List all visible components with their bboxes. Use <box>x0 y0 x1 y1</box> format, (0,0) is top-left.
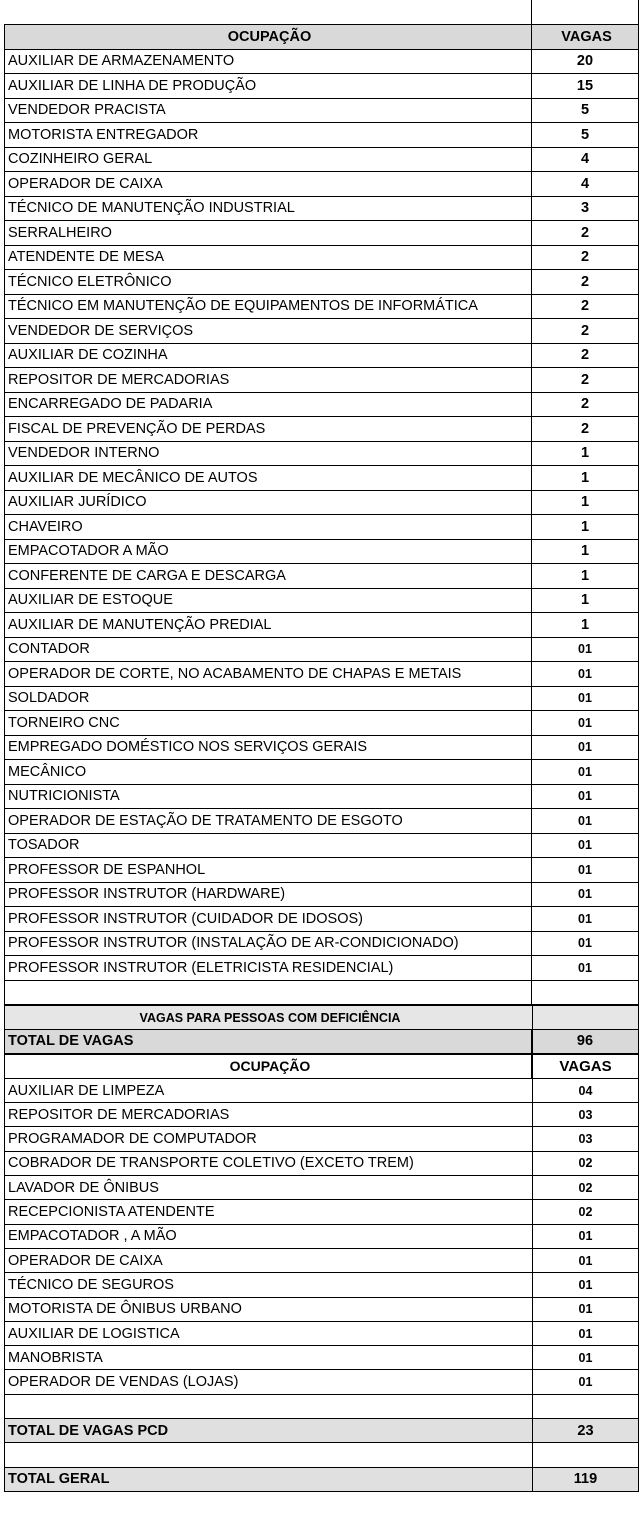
total-label: TOTAL DE VAGAS <box>5 1029 532 1054</box>
pcd-occupation-cell: PROGRAMADOR DE COMPUTADOR <box>5 1127 533 1151</box>
table-row <box>5 392 639 417</box>
pcd-vacancies-cell: 01 <box>533 1321 639 1345</box>
vacancies-cell: 1 <box>532 613 639 638</box>
pcd-occupation-cell: COBRADOR DE TRANSPORTE COLETIVO (EXCETO TREM) <box>5 1151 533 1175</box>
pcd-vacancies-cell: 01 <box>533 1346 639 1370</box>
occupation-cell: TÉCNICO EM MANUTENÇÃO DE EQUIPAMENTOS DE INFORMÁTICA <box>5 294 532 319</box>
pcd-total-value: 23 <box>533 1419 639 1443</box>
table-row <box>5 1200 639 1224</box>
table-row <box>5 221 639 246</box>
table-row <box>5 319 639 344</box>
vacancies-cell: 2 <box>532 417 639 442</box>
vacancies-cell: 2 <box>532 270 639 295</box>
pcd-total-row <box>5 1419 639 1443</box>
vacancies-cell: 01 <box>532 931 639 956</box>
table-row <box>5 711 639 736</box>
occupation-cell: AUXILIAR DE ESTOQUE <box>5 588 532 613</box>
pcd-occupation-cell: REPOSITOR DE MERCADORIAS <box>5 1103 533 1127</box>
table-row <box>5 123 639 148</box>
pcd-occupation-cell: OPERADOR DE VENDAS (LOJAS) <box>5 1370 533 1394</box>
table-row <box>5 809 639 834</box>
occupation-cell: PROFESSOR INSTRUTOR (INSTALAÇÃO DE AR-CONDICIONADO) <box>5 931 532 956</box>
grand-total-row <box>5 1467 639 1491</box>
vacancies-cell: 01 <box>532 711 639 736</box>
occupation-cell: PROFESSOR DE ESPANHOL <box>5 858 532 883</box>
pcd-total-label: TOTAL DE VAGAS PCD <box>5 1419 533 1443</box>
vacancies-cell: 01 <box>532 809 639 834</box>
occupation-cell: TOSADOR <box>5 833 532 858</box>
table-row <box>5 735 639 760</box>
occupation-cell: AUXILIAR DE COZINHA <box>5 343 532 368</box>
pcd-vacancies-cell: 03 <box>533 1127 639 1151</box>
table-row <box>5 74 639 99</box>
pcd-vacancies-table <box>4 1005 639 1492</box>
occupation-cell: PROFESSOR INSTRUTOR (CUIDADOR DE IDOSOS) <box>5 907 532 932</box>
pcd-vacancies-cell: 02 <box>533 1151 639 1175</box>
occupation-cell: MOTORISTA ENTREGADOR <box>5 123 532 148</box>
vacancies-cell: 2 <box>532 319 639 344</box>
occupation-cell: FISCAL DE PREVENÇÃO DE PERDAS <box>5 417 532 442</box>
table-row <box>5 49 639 74</box>
pcd-vacancies-cell: 01 <box>533 1224 639 1248</box>
table-row <box>5 760 639 785</box>
occupation-cell: AUXILIAR DE MANUTENÇÃO PREDIAL <box>5 613 532 638</box>
table-row <box>5 539 639 564</box>
pcd-vacancies-cell: 02 <box>533 1176 639 1200</box>
occupation-cell: TÉCNICO DE MANUTENÇÃO INDUSTRIAL <box>5 196 532 221</box>
vacancies-cell: 2 <box>532 368 639 393</box>
table-row <box>5 294 639 319</box>
table-row <box>5 417 639 442</box>
vacancies-cell: 1 <box>532 588 639 613</box>
blank-row <box>5 1443 639 1467</box>
occupation-cell: VENDEDOR INTERNO <box>5 441 532 466</box>
pcd-occupation-column-header: OCUPAÇÃO <box>5 1054 533 1078</box>
vacancies-cell: 20 <box>532 49 639 74</box>
occupation-cell: VENDEDOR PRACISTA <box>5 98 532 123</box>
pcd-occupation-cell: AUXILIAR DE LIMPEZA <box>5 1078 533 1102</box>
table-row <box>5 1127 639 1151</box>
occupation-cell: TORNEIRO CNC <box>5 711 532 736</box>
table-row <box>5 1224 639 1248</box>
vacancies-cell: 1 <box>532 490 639 515</box>
blank-row <box>5 980 639 1005</box>
occupation-cell: AUXILIAR JURÍDICO <box>5 490 532 515</box>
vacancies-cell: 01 <box>532 760 639 785</box>
vacancies-cell: 01 <box>532 735 639 760</box>
table-row <box>5 172 639 197</box>
occupation-cell: COZINHEIRO GERAL <box>5 147 532 172</box>
pcd-header-row <box>5 1054 639 1078</box>
vacancies-cell: 5 <box>532 98 639 123</box>
vacancies-cell: 4 <box>532 172 639 197</box>
table-row <box>5 833 639 858</box>
table-row <box>5 466 639 491</box>
vacancies-cell: 01 <box>532 833 639 858</box>
vacancies-cell: 2 <box>532 343 639 368</box>
occupation-cell: REPOSITOR DE MERCADORIAS <box>5 368 532 393</box>
vacancies-cell: 01 <box>532 956 639 981</box>
table-row <box>5 1346 639 1370</box>
table-row <box>5 613 639 638</box>
table-row <box>5 490 639 515</box>
vacancies-cell: 5 <box>532 123 639 148</box>
table-row <box>5 956 639 981</box>
table-row <box>5 686 639 711</box>
blank-row <box>5 1030 639 1054</box>
vacancies-cell: 01 <box>532 662 639 687</box>
vacancies-cell: 4 <box>532 147 639 172</box>
grand-total-value: 119 <box>533 1467 639 1491</box>
vacancies-cell: 01 <box>532 686 639 711</box>
vacancies-cell: 01 <box>532 858 639 883</box>
occupation-cell: OPERADOR DE ESTAÇÃO DE TRATAMENTO DE ESGOTO <box>5 809 532 834</box>
table-top-stub <box>5 0 639 25</box>
table-row <box>5 907 639 932</box>
pcd-occupation-cell: TÉCNICO DE SEGUROS <box>5 1273 533 1297</box>
pcd-vacancies-cell: 01 <box>533 1297 639 1321</box>
pcd-occupation-cell: EMPACOTADOR , A MÃO <box>5 1224 533 1248</box>
table-row <box>5 1078 639 1102</box>
occupation-cell: OPERADOR DE CORTE, NO ACABAMENTO DE CHAPAS E METAIS <box>5 662 532 687</box>
occupation-cell: ATENDENTE DE MESA <box>5 245 532 270</box>
occupation-cell: EMPACOTADOR A MÃO <box>5 539 532 564</box>
pcd-vacancies-cell: 01 <box>533 1248 639 1272</box>
vacancies-cell: 1 <box>532 515 639 540</box>
pcd-occupation-cell: RECEPCIONISTA ATENDENTE <box>5 1200 533 1224</box>
table-row <box>5 1297 639 1321</box>
table-row <box>5 98 639 123</box>
occupation-cell: AUXILIAR DE LINHA DE PRODUÇÃO <box>5 74 532 99</box>
pcd-vacancies-cell: 01 <box>533 1370 639 1394</box>
table-row <box>5 1151 639 1175</box>
table-row <box>5 1273 639 1297</box>
vacancies-cell: 1 <box>532 539 639 564</box>
vacancies-cell: 01 <box>532 637 639 662</box>
vacancies-column-header: VAGAS <box>532 25 639 50</box>
blank-row <box>5 1394 639 1418</box>
occupation-cell: AUXILIAR DE MECÂNICO DE AUTOS <box>5 466 532 491</box>
table-row <box>5 784 639 809</box>
pcd-occupation-cell: OPERADOR DE CAIXA <box>5 1248 533 1272</box>
occupation-cell: MECÂNICO <box>5 760 532 785</box>
pcd-vacancies-column-header: VAGAS <box>533 1054 639 1078</box>
pcd-occupation-cell: MOTORISTA DE ÔNIBUS URBANO <box>5 1297 533 1321</box>
vacancies-cell: 01 <box>532 882 639 907</box>
occupation-cell: CHAVEIRO <box>5 515 532 540</box>
vacancies-cell: 2 <box>532 221 639 246</box>
occupation-cell: CONFERENTE DE CARGA E DESCARGA <box>5 564 532 589</box>
vacancies-cell: 01 <box>532 784 639 809</box>
table-row <box>5 858 639 883</box>
vacancies-cell: 2 <box>532 392 639 417</box>
pcd-vacancies-cell: 01 <box>533 1273 639 1297</box>
table-row <box>5 1176 639 1200</box>
pcd-vacancies-cell: 04 <box>533 1078 639 1102</box>
vacancies-cell: 01 <box>532 907 639 932</box>
table-row <box>5 196 639 221</box>
table-header-row <box>5 25 639 50</box>
pcd-vacancies-cell: 03 <box>533 1103 639 1127</box>
table-row <box>5 588 639 613</box>
occupation-cell: VENDEDOR DE SERVIÇOS <box>5 319 532 344</box>
table-row <box>5 441 639 466</box>
vacancies-cell: 15 <box>532 74 639 99</box>
occupation-cell: TÉCNICO ELETRÔNICO <box>5 270 532 295</box>
table-row <box>5 270 639 295</box>
occupation-cell: SOLDADOR <box>5 686 532 711</box>
table-row <box>5 662 639 687</box>
pcd-vacancies-cell: 02 <box>533 1200 639 1224</box>
table-row <box>5 245 639 270</box>
occupation-cell: AUXILIAR DE ARMAZENAMENTO <box>5 49 532 74</box>
grand-total-label: TOTAL GERAL <box>5 1467 533 1491</box>
occupation-cell: ENCARREGADO DE PADARIA <box>5 392 532 417</box>
table-row <box>5 637 639 662</box>
table-row <box>5 1370 639 1394</box>
occupation-cell: OPERADOR DE CAIXA <box>5 172 532 197</box>
table-row <box>5 1321 639 1345</box>
table-row <box>5 564 639 589</box>
pcd-occupation-cell: LAVADOR DE ÔNIBUS <box>5 1176 533 1200</box>
table-row <box>5 515 639 540</box>
occupation-cell: NUTRICIONISTA <box>5 784 532 809</box>
table-row <box>5 343 639 368</box>
occupation-column-header: OCUPAÇÃO <box>5 25 532 50</box>
table-row <box>5 368 639 393</box>
occupation-cell: PROFESSOR INSTRUTOR (ELETRICISTA RESIDENCIAL) <box>5 956 532 981</box>
occupation-cell: SERRALHEIRO <box>5 221 532 246</box>
occupation-cell: PROFESSOR INSTRUTOR (HARDWARE) <box>5 882 532 907</box>
table-row <box>5 1103 639 1127</box>
pcd-occupation-cell: AUXILIAR DE LOGISTICA <box>5 1321 533 1345</box>
vacancies-cell: 3 <box>532 196 639 221</box>
occupation-cell: CONTADOR <box>5 637 532 662</box>
vacancies-cell: 2 <box>532 245 639 270</box>
vacancies-table <box>4 0 639 1078</box>
pcd-occupation-cell: MANOBRISTA <box>5 1346 533 1370</box>
table-row <box>5 931 639 956</box>
vacancies-cell: 1 <box>532 466 639 491</box>
pcd-title: VAGAS PARA PESSOAS COM DEFICIÊNCIA <box>5 1006 533 1030</box>
pcd-title-row <box>5 1006 639 1030</box>
vacancies-cell: 1 <box>532 564 639 589</box>
vacancies-cell: 2 <box>532 294 639 319</box>
table-row <box>5 1248 639 1272</box>
vacancies-cell: 1 <box>532 441 639 466</box>
occupation-cell: EMPREGADO DOMÉSTICO NOS SERVIÇOS GERAIS <box>5 735 532 760</box>
table-row <box>5 882 639 907</box>
table-row <box>5 147 639 172</box>
total-value: 96 <box>532 1029 639 1054</box>
